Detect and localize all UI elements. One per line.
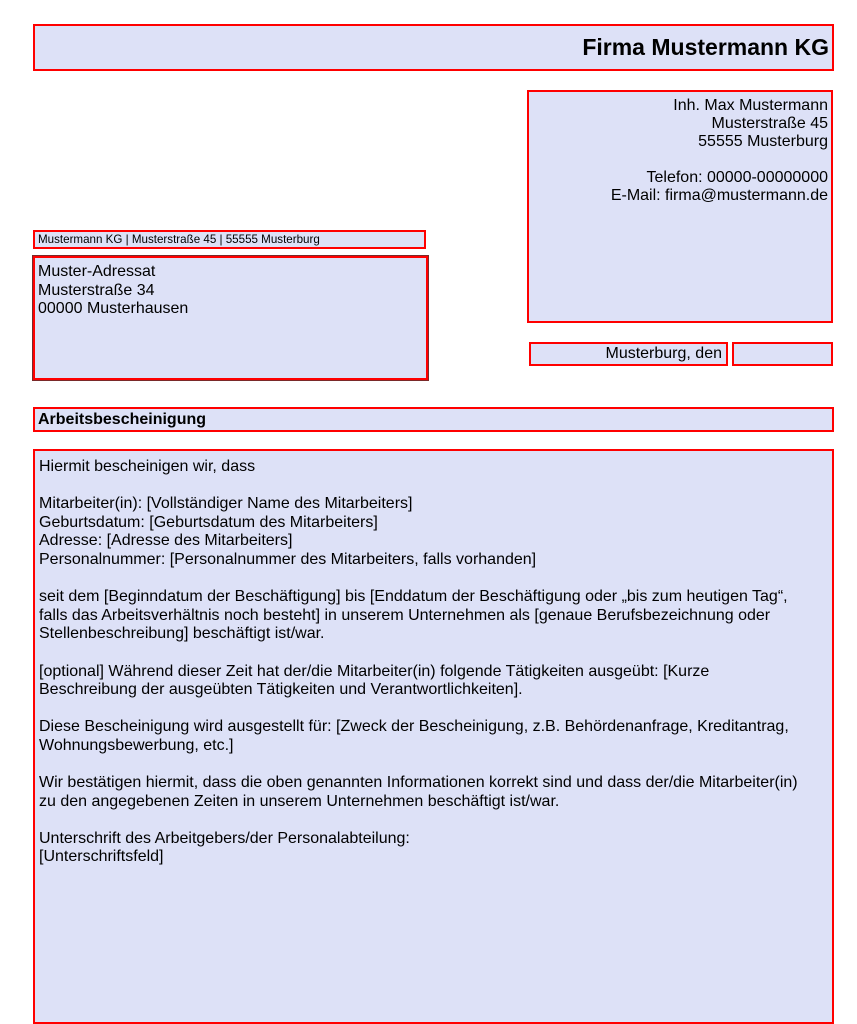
owner-info-field[interactable]	[527, 90, 833, 323]
city-date-label-field[interactable]	[529, 342, 728, 366]
body-line	[39, 644, 828, 663]
subject-title: Arbeitsbescheinigung	[38, 410, 207, 428]
body-line: Diese Bescheinigung wird ausgestellt für: [Zweck der Bescheinigung, z.B. Behördenanfrage, Kreditantrag,	[39, 718, 789, 736]
body-line: Geburtsdatum: [Geburtsdatum des Mitarbeiters]	[39, 513, 378, 531]
body-line: Wir bestätigen hiermit, dass die oben genannten Informationen korrekt sind und dass der/die Mitarbeiter(in)	[39, 774, 798, 792]
owner-info-line: 55555 Musterburg	[698, 133, 828, 150]
recipient-line: Musterstraße 34	[38, 281, 155, 299]
recipient-line: Muster-Adressat	[38, 263, 156, 280]
body-line: [Unterschriftsfeld]	[39, 848, 164, 866]
return-address-field[interactable]	[33, 230, 426, 249]
owner-info-line: Telefon: 00000-00000000	[646, 169, 828, 186]
body-line	[39, 756, 828, 775]
body-line: Mitarbeiter(in): [Vollständiger Name des Mitarbeiters]	[39, 495, 413, 513]
body-line	[39, 811, 828, 830]
subject-field[interactable]	[33, 407, 834, 432]
city-date-label: Musterburg, den	[605, 345, 722, 362]
body-line	[39, 477, 828, 496]
recipient-line: 00000 Musterhausen	[38, 300, 189, 318]
body-line: zu den angegebenen Zeiten in unserem Unternehmen beschäftigt ist/war.	[39, 792, 560, 810]
owner-info-line: Musterstraße 45	[711, 115, 828, 132]
body-line: [optional] Während dieser Zeit hat der/die Mitarbeiter(in) folgende Tätigkeiten ausgeübt: [Kurze	[39, 662, 710, 680]
owner-info-line: E-Mail: firma@mustermann.de	[610, 187, 828, 204]
body-text-field[interactable]	[33, 449, 834, 1024]
body-line: Unterschrift des Arbeitgebers/der Personalabteilung:	[39, 829, 410, 847]
body-line	[39, 570, 828, 589]
body-line: Wohnungsbewerbung, etc.]	[39, 736, 234, 754]
date-input-field[interactable]	[732, 342, 833, 366]
date-value	[734, 344, 738, 361]
owner-info-line: Inh. Max Mustermann	[673, 97, 828, 114]
return-address-text: Mustermann KG | Musterstraße 45 | 55555 Musterburg	[38, 233, 320, 246]
body-line: Personalnummer: [Personalnummer des Mitarbeiters, falls vorhanden]	[39, 550, 537, 568]
body-line: Stellenbeschreibung] beschäftigt ist/war.	[39, 625, 325, 643]
body-line: Beschreibung der ausgeübten Tätigkeiten und Verantwortlichkeiten].	[39, 681, 523, 699]
body-line: seit dem [Beginndatum der Beschäftigung] bis [Enddatum der Beschäftigung oder „bis zum heutigen Tag“,	[39, 588, 788, 606]
company-name: Firma Mustermann KG	[582, 34, 829, 60]
body-line: falls das Arbeitsverhältnis noch besteht] in unserem Unternehmen als [genaue Berufsbezeichnung oder	[39, 606, 771, 624]
body-line: Adresse: [Adresse des Mitarbeiters]	[39, 532, 293, 550]
body-line: Hiermit bescheinigen wir, dass	[39, 458, 256, 475]
recipient-address-field[interactable]	[33, 256, 428, 380]
company-header-field[interactable]	[33, 24, 834, 71]
owner-info-line	[532, 151, 828, 169]
body-line	[39, 700, 828, 719]
